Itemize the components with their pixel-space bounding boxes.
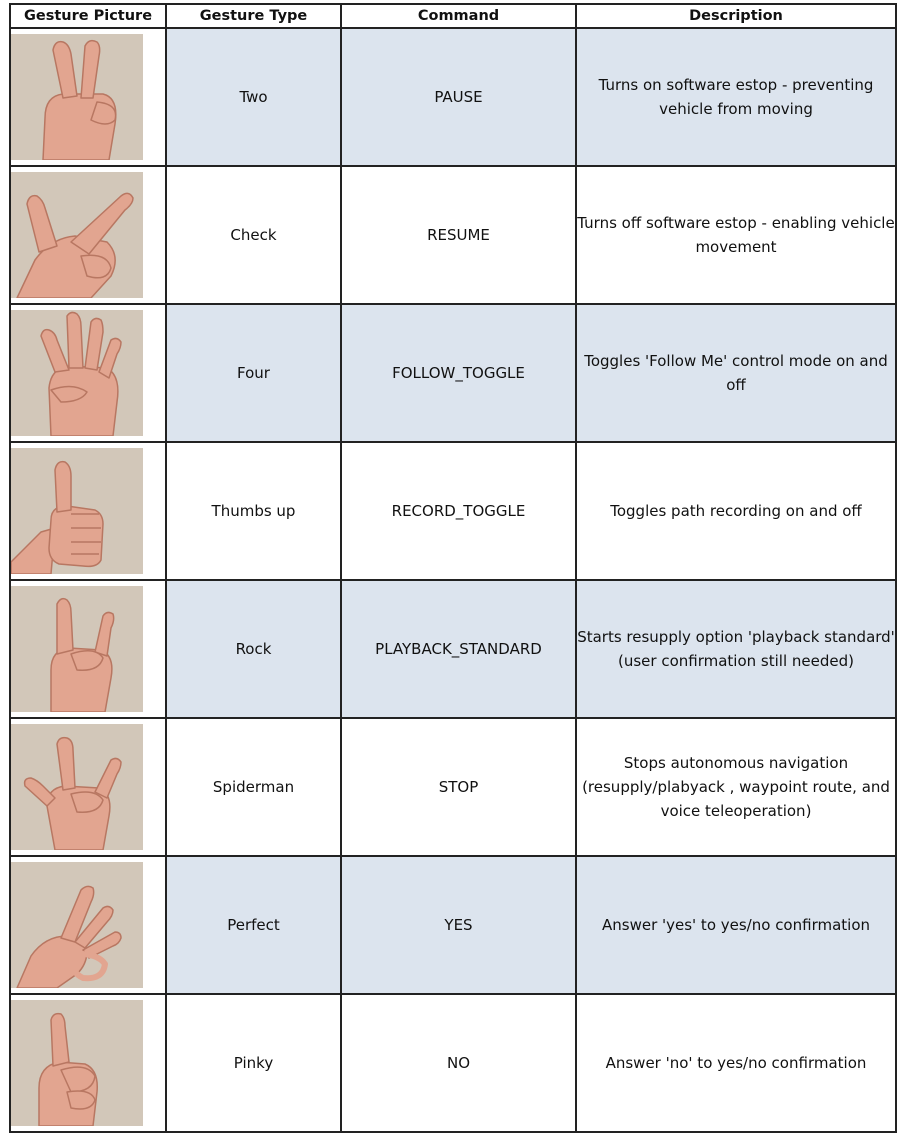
gesture-type-cell: Check bbox=[166, 166, 341, 304]
hand-rock-photo bbox=[11, 586, 143, 712]
table-row bbox=[10, 304, 896, 442]
gesture-picture-cell bbox=[10, 994, 166, 1132]
gesture-type-cell: Perfect bbox=[166, 856, 341, 994]
gesture-type-cell: Four bbox=[166, 304, 341, 442]
hand-two-fingers-photo bbox=[11, 34, 143, 160]
hand-pinky-photo bbox=[11, 1000, 143, 1126]
hand-four-fingers-photo bbox=[11, 310, 143, 436]
description-cell: Starts resupply option 'playback standard' (user confirmation still needed) bbox=[576, 580, 896, 718]
gesture-picture-cell bbox=[10, 28, 166, 166]
table-row bbox=[10, 442, 896, 580]
description-cell: Stops autonomous navigation (resupply/plabyack , waypoint route, and voice teleoperation) bbox=[576, 718, 896, 856]
table-row bbox=[10, 28, 896, 166]
description-cell: Turns on software estop - preventing vehicle from moving bbox=[576, 28, 896, 166]
gesture-type-cell: Thumbs up bbox=[166, 442, 341, 580]
command-cell: PLAYBACK_STANDARD bbox=[341, 580, 576, 718]
command-cell: FOLLOW_TOGGLE bbox=[341, 304, 576, 442]
hand-perfect-photo bbox=[11, 862, 143, 988]
command-cell: RESUME bbox=[341, 166, 576, 304]
header-command: Command bbox=[341, 4, 576, 28]
description-cell: Answer 'no' to yes/no confirmation bbox=[576, 994, 896, 1132]
description-cell: Toggles path recording on and off bbox=[576, 442, 896, 580]
gesture-picture-cell bbox=[10, 166, 166, 304]
header-description: Description bbox=[576, 4, 896, 28]
gesture-command-table bbox=[9, 3, 897, 1133]
gesture-type-cell: Pinky bbox=[166, 994, 341, 1132]
gesture-picture-cell bbox=[10, 442, 166, 580]
command-cell: RECORD_TOGGLE bbox=[341, 442, 576, 580]
command-cell: PAUSE bbox=[341, 28, 576, 166]
table-row bbox=[10, 994, 896, 1132]
gesture-type-cell: Rock bbox=[166, 580, 341, 718]
gesture-picture-cell bbox=[10, 580, 166, 718]
gesture-picture-cell bbox=[10, 718, 166, 856]
header-gesture-type: Gesture Type bbox=[166, 4, 341, 28]
gesture-type-cell: Spiderman bbox=[166, 718, 341, 856]
table-row bbox=[10, 580, 896, 718]
description-cell: Answer 'yes' to yes/no confirmation bbox=[576, 856, 896, 994]
command-cell: YES bbox=[341, 856, 576, 994]
table-row bbox=[10, 166, 896, 304]
command-cell: NO bbox=[341, 994, 576, 1132]
command-cell: STOP bbox=[341, 718, 576, 856]
hand-thumbs-up-photo bbox=[11, 448, 143, 574]
gesture-type-cell: Two bbox=[166, 28, 341, 166]
description-cell: Toggles 'Follow Me' control mode on and off bbox=[576, 304, 896, 442]
table-row bbox=[10, 718, 896, 856]
gesture-picture-cell bbox=[10, 856, 166, 994]
gesture-picture-cell bbox=[10, 304, 166, 442]
header-gesture-picture: Gesture Picture bbox=[10, 4, 166, 28]
hand-spiderman-photo bbox=[11, 724, 143, 850]
table-header-row bbox=[10, 4, 896, 28]
description-cell: Turns off software estop - enabling vehicle movement bbox=[576, 166, 896, 304]
hand-check-photo bbox=[11, 172, 143, 298]
table-row bbox=[10, 856, 896, 994]
